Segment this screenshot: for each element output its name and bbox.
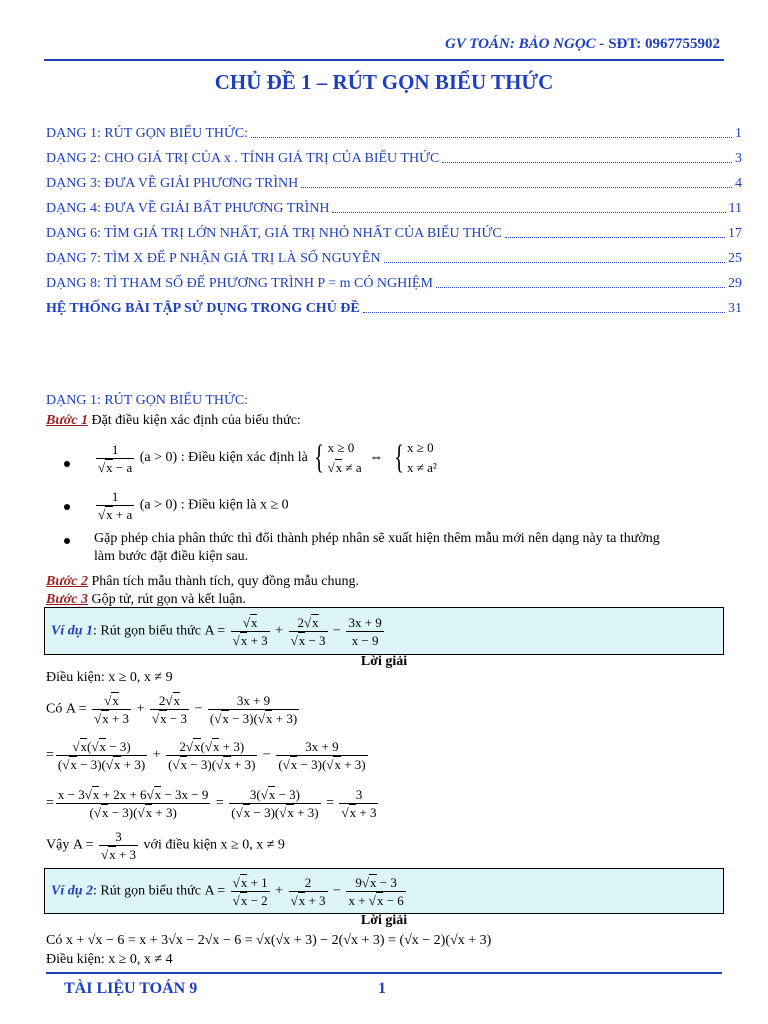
toc-page: 1	[735, 126, 742, 141]
example-2-solution-title: Lời giải	[360, 913, 408, 928]
step-3	[46, 592, 246, 608]
bullet-1	[94, 438, 437, 478]
toc-entry[interactable]	[46, 147, 742, 167]
example-1-box	[44, 607, 724, 655]
toc-entry[interactable]	[46, 247, 742, 267]
example-1-statement: Ví dụ 1: Rút gọn biểu thức A = √ x √ x + 3 + 2√ x √ x − 3 − $\frac{3x + 9}{x - 9}$	[51, 614, 386, 649]
toc-label: HỆ THỐNG BÀI TẬP SỬ DỤNG TRONG CHỦ ĐỀ	[46, 301, 360, 316]
bullet-2-cond: (a > 0)	[139, 497, 178, 513]
toc-leader	[384, 262, 725, 263]
example-1-vay: Vậy	[46, 837, 70, 853]
bullet-3-line1: Gặp phép chia phân thức thì đổi thành phép nhân sẽ xuất hiện thêm mẫu mới nên dạng này ta thường	[94, 531, 660, 546]
system-brace: {	[393, 439, 404, 476]
step-1	[46, 413, 301, 429]
bullet-dot	[64, 538, 70, 544]
step-2	[46, 574, 359, 590]
toc-page: 25	[728, 251, 742, 266]
header-rule	[44, 59, 724, 61]
example-1-vay-cond: với điều kiện x ≥ 0, x ≠ 9	[140, 837, 285, 853]
toc-page: 17	[728, 226, 742, 241]
footer-rule	[46, 972, 722, 974]
example-2-statement: Ví dụ 2: Rút gọn biểu thức A = √ x + 1 √ x − 2 + 2 √ x + 3 − $\frac{9√ x - 3}{x + √ x - 6}$	[51, 874, 408, 909]
example-1-step-2: = √ $\frac{x(√ x - 3)}{(√ x - 3)(√ x + 3)}$ + $\frac{2√ x(√ x + 3)}{(√ x - 3)(√ x + 3)}$ − $\frac{3x + 9}{(√ x - 3)(√ x + 3)}$	[46, 738, 370, 773]
example-1-step-1: Có A = √ x √ x + 3 + 2√ x √ x − 3 − $\frac{3x + 9}{(√ x - 3)(√ x + 3)}$	[46, 692, 301, 727]
toc-leader	[442, 162, 732, 163]
toc-page: 11	[728, 201, 742, 216]
bullet-1-text: : Điều kiện xác định là	[177, 450, 312, 466]
example-1-co: Có	[46, 701, 63, 717]
toc-entry[interactable]	[46, 272, 742, 292]
example-1-label: Ví dụ 1	[51, 623, 94, 639]
toc-entry[interactable]	[46, 222, 742, 242]
bullet-dot	[64, 461, 70, 467]
toc-label: DẠNG 3: ĐƯA VỀ GIẢI PHƯƠNG TRÌNH	[46, 176, 299, 191]
toc-entry[interactable]	[46, 297, 742, 317]
toc-label: DẠNG 8: TÌ THAM SỐ ĐỂ PHƯƠNG TRÌNH P = m CÓ NGHIỆM	[46, 276, 433, 291]
bullet-2-text: : Điều kiện là x ≥ 0	[177, 497, 289, 513]
toc-page: 4	[735, 176, 742, 191]
header-author-text: GV TOÁN: BẢO NGỌC -	[444, 36, 609, 52]
example-2-factor-line: x + √x − 6 = x + 3√x − 2√x − 6 = √x(√x + 3) − 2(√x + 3) = (√x − 2)(√x + 3)	[65, 933, 492, 948]
example-2-condition: Điều kiện: x ≥ 0, x ≠ 4	[46, 952, 173, 967]
page-title: CHỦ ĐỀ 1 – RÚT GỌN BIỂU THỨC	[214, 70, 554, 94]
bullet-1-cond: (a > 0)	[139, 450, 178, 466]
footer-page-number: 1	[378, 980, 386, 997]
toc-leader	[251, 137, 732, 138]
example-1-conclusion: Vậy A = 3 √ x + 3 với điều kiện x ≥ 0, x ≠ 9	[46, 828, 285, 863]
example-2-box	[44, 868, 724, 914]
example-1-step-3: = $\frac{x - 3√ x + 2x + 6√ x - 3x - 9}{(√ x - 3)(√ x + 3)}$ = $\frac{3(√ x - 3)}{(√ x - 3)(√ x + 3)}$ = 3 √ x + 3	[46, 786, 380, 821]
toc-label: DẠNG 2: CHO GIÁ TRỊ CỦA x . TÍNH GIÁ TRỊ CỦA BIỂU THỨC	[46, 151, 440, 166]
toc-label: DẠNG 1: RÚT GỌN BIỂU THỨC:	[46, 126, 249, 141]
footer-title: TÀI LIỆU TOÁN 9	[64, 980, 198, 997]
example-1-text: : Rút gọn biểu thức	[93, 623, 201, 639]
bullet-2	[94, 488, 289, 523]
bullet-2-fraction: 1 √ x + a	[96, 488, 134, 523]
toc-label: DẠNG 7: TÌM X ĐỂ P NHẬN GIÁ TRỊ LÀ SỐ NGUYÊN	[46, 251, 381, 266]
toc-page: 31	[728, 301, 742, 316]
example-2-factor	[46, 933, 491, 949]
toc-page: 3	[735, 151, 742, 166]
example-2-label: Ví dụ 2	[51, 883, 94, 899]
step-1-label: Bước 1	[46, 413, 88, 428]
section-title: DẠNG 1: RÚT GỌN BIỂU THỨC:	[46, 393, 249, 408]
toc-entry[interactable]	[46, 172, 742, 192]
toc-leader	[505, 237, 725, 238]
toc-leader	[363, 312, 725, 313]
toc-leader	[301, 187, 732, 188]
step-3-label: Bước 3	[46, 592, 88, 607]
example-1-solution-title: Lời giải	[360, 654, 408, 669]
toc-label: DẠNG 4: ĐƯA VỀ GIẢI BẤT PHƯƠNG TRÌNH	[46, 201, 330, 216]
equivalence-symbol: ⇔	[369, 450, 384, 466]
condition-system-2: x ≥ 0 x ≠ a²	[407, 440, 437, 475]
condition-system-1: x ≥ 0 √ x ≠ a	[328, 438, 362, 478]
bullet-dot	[64, 504, 70, 510]
example-1-condition: Điều kiện: x ≥ 0, x ≠ 9	[46, 670, 173, 685]
example-2-co: Có	[46, 933, 63, 948]
toc-entry[interactable]	[46, 122, 742, 142]
step-2-label: Bước 2	[46, 574, 88, 589]
toc-label: DẠNG 6: TÌM GIÁ TRỊ LỚN NHẤT, GIÁ TRỊ NHỎ NHẤT CỦA BIỂU THỨC	[46, 226, 502, 241]
bullet-3-line2: làm bước đặt điều kiện sau.	[94, 549, 249, 564]
header-author	[445, 36, 720, 53]
step-3-text: Gộp tử, rút gọn và kết luận.	[87, 592, 247, 607]
toc-page: 29	[728, 276, 742, 291]
toc-entry[interactable]	[46, 197, 742, 217]
header-phone: SĐT: 0967755902	[608, 36, 720, 52]
toc-leader	[332, 212, 725, 213]
system-brace: {	[314, 439, 325, 476]
step-2-text: Phân tích mẫu thành tích, quy đồng mẫu chung.	[87, 574, 359, 589]
bullet-1-fraction: 1 √ x − a	[96, 441, 134, 476]
example-2-text: : Rút gọn biểu thức	[93, 883, 201, 899]
step-1-text: Đặt điều kiện xác định của biểu thức:	[87, 413, 301, 428]
toc-leader	[436, 287, 725, 288]
